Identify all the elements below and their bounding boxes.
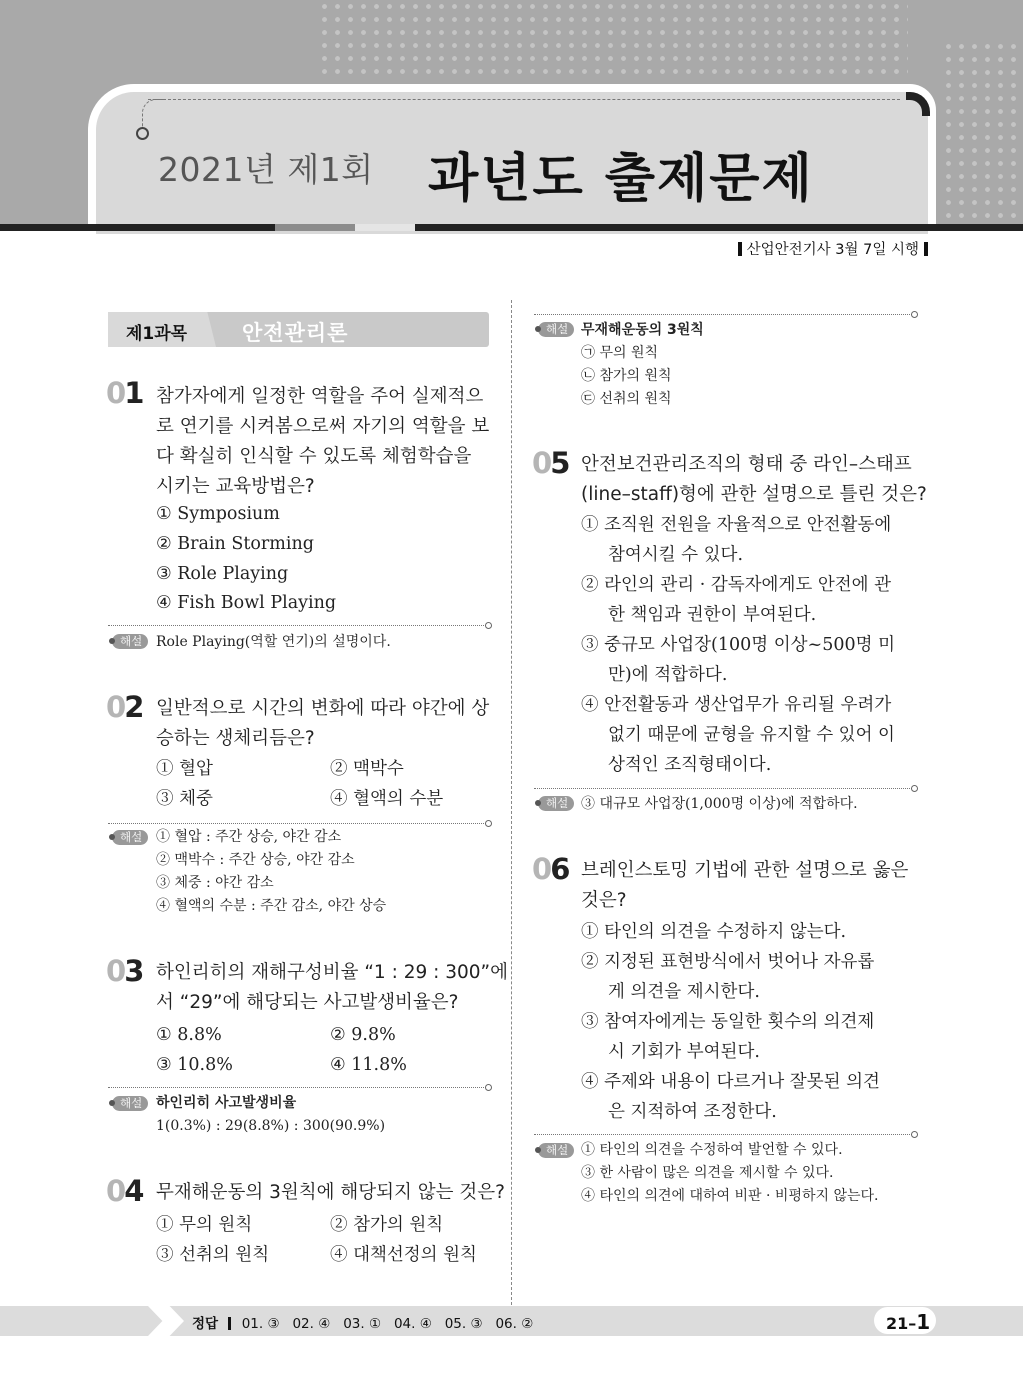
option: ② 9.8%	[330, 1025, 396, 1045]
option: ③ 선취의 원칙	[156, 1245, 270, 1265]
option: ③ 중규모 사업장(100명 이상~500명 미	[581, 635, 895, 655]
option-continued: 게 의견을 제시한다.	[608, 982, 760, 1002]
option-continued: 한 책임과 권한이 부여된다.	[608, 605, 817, 625]
title-sub: 2021년 제1회	[158, 150, 374, 189]
answer: 02. ④	[292, 1316, 331, 1332]
explanation-badge: 해설	[538, 1143, 574, 1158]
option: ③ Role Playing	[156, 564, 289, 584]
option: ① 무의 원칙	[156, 1215, 253, 1235]
explanation: ③ 대규모 사업장(1,000명 이상)에 적합하다.	[581, 796, 858, 812]
answer: 06. ②	[495, 1316, 534, 1332]
explanation: 하인리히 사고발생비율 1(0.3%) : 29(8.8%) : 300(90.9%)	[156, 1095, 386, 1134]
option: ② 참가의 원칙	[330, 1215, 444, 1235]
option: ③ 참여자에게는 동일한 횟수의 의견제	[581, 1012, 875, 1032]
explanation: ① 혈압 : 주간 상승, 야간 감소 ② 맥박수 : 주간 상승, 야간 감소 ③ 체중 : 야간 감소 ④ 혈액의 수분 : 주간 감소, 야간 상승	[156, 829, 387, 914]
dot-pattern	[318, 0, 908, 78]
question-number: 01	[106, 376, 143, 410]
dashed-line	[142, 99, 163, 128]
option: ④ 혈액의 수분	[330, 789, 444, 809]
dot-pattern	[942, 40, 1023, 220]
question-number: 04	[106, 1174, 143, 1208]
option: ① Symposium	[156, 504, 280, 524]
explanation-badge: 해설	[112, 634, 148, 649]
page-title: 과년도 출제문제	[428, 149, 814, 209]
question-number: 05	[532, 446, 569, 480]
option: ② 맥박수	[330, 759, 404, 779]
stripe	[275, 224, 355, 231]
divider	[534, 788, 912, 789]
option-continued: 참여시킬 수 있다.	[608, 545, 744, 565]
answer: 03. ①	[343, 1316, 382, 1332]
exam-info	[733, 238, 933, 259]
dashed-line	[148, 99, 900, 100]
option-continued: 없기 때문에 균형을 유지할 수 있어 이	[608, 725, 895, 745]
option-continued: 은 지적하여 조정한다.	[608, 1102, 777, 1122]
option: ④ Fish Bowl Playing	[156, 593, 337, 613]
divider	[534, 314, 912, 315]
circle-marker	[136, 127, 149, 140]
question-text: 하인리히의 재해구성비율 “1 : 29 : 300”에 서 “29”에 해당되는 사고발생비율은?	[156, 962, 508, 1013]
option: ① 8.8%	[156, 1025, 222, 1045]
divider	[108, 625, 486, 626]
explanation-badge: 해설	[112, 1096, 148, 1111]
stripe	[0, 224, 275, 231]
explanation: Role Playing(역할 연기)의 설명이다.	[156, 634, 391, 650]
option: ② 지정된 표현방식에서 벗어나 자유롭	[581, 952, 875, 972]
question-text: 참가자에게 일정한 역할을 주어 실제적으 로 연기를 시켜봄으로써 자기의 역할을 보 다 확실히 인식할 수 있도록 체험학습을 시키는 교육방법은?	[156, 386, 490, 497]
option-continued: 상적인 조직형태이다.	[608, 755, 772, 775]
question-text: 무재해운동의 3원칙에 해당되지 않는 것은?	[156, 1182, 505, 1203]
column-divider	[511, 300, 512, 1305]
option: ③ 체중	[156, 789, 213, 809]
option: ④ 11.8%	[330, 1055, 407, 1075]
explanation-badge: 해설	[112, 830, 148, 845]
stripe	[355, 224, 415, 231]
option: ④ 안전활동과 생산업무가 유리될 우려가	[581, 695, 892, 715]
option-continued: 만)에 적합하다.	[608, 665, 728, 685]
explanation: ① 타인의 의견을 수정하여 발언할 수 있다. ③ 한 사람이 많은 의견을 제시할 수 있다. ④ 타인의 의견에 대하여 비판 · 비평하지 않는다.	[581, 1142, 879, 1204]
option: ③ 10.8%	[156, 1055, 233, 1075]
page-number: 21–1	[886, 1310, 931, 1334]
explanation: 무재해운동의 3원칙 ㉠ 무의 원칙 ㉡ 참가의 원칙 ㉢ 선취의 원칙	[581, 322, 704, 407]
answer: 05. ③	[444, 1316, 483, 1332]
answer-key	[192, 1312, 533, 1332]
option: ① 조직원 전원을 자율적으로 안전활동에	[581, 515, 892, 535]
section-number: 제1과목	[126, 324, 188, 344]
option: ④ 대책선정의 원칙	[330, 1245, 477, 1265]
question-number: 02	[106, 690, 143, 724]
question-text: 안전보건관리조직의 형태 중 라인–스태프 (line–staff)형에 관한 설명으로 틀린 것은?	[581, 454, 927, 505]
exam-info-text: 산업안전기사 3월 7일 시행	[746, 242, 919, 258]
section-name: 안전관리론	[242, 321, 349, 345]
stripe	[415, 224, 1023, 231]
section-header	[108, 312, 489, 347]
option: ① 타인의 의견을 수정하지 않는다.	[581, 922, 847, 942]
option: ② 라인의 관리 · 감독자에게도 안전에 관	[581, 575, 892, 595]
question-number: 03	[106, 954, 143, 988]
question-text: 일반적으로 시간의 변화에 따라 야간에 상 승하는 생체리듬은?	[156, 698, 490, 749]
option: ① 혈압	[156, 759, 213, 779]
question-number: 06	[532, 852, 569, 886]
explanation-badge: 해설	[538, 322, 574, 337]
divider	[108, 1087, 486, 1088]
question-text: 브레인스토밍 기법에 관한 설명으로 옳은 것은?	[581, 860, 909, 911]
option: ④ 주제와 내용이 다르거나 잘못된 의견	[581, 1072, 880, 1092]
answer-label: 정답	[192, 1316, 219, 1332]
divider	[108, 823, 486, 824]
explanation-badge: 해설	[538, 796, 574, 811]
divider	[534, 1134, 912, 1135]
answer: 04. ④	[393, 1316, 432, 1332]
option-continued: 시 기회가 부여된다.	[608, 1042, 760, 1062]
answer: 01. ③	[241, 1316, 280, 1332]
option: ② Brain Storming	[156, 534, 314, 554]
